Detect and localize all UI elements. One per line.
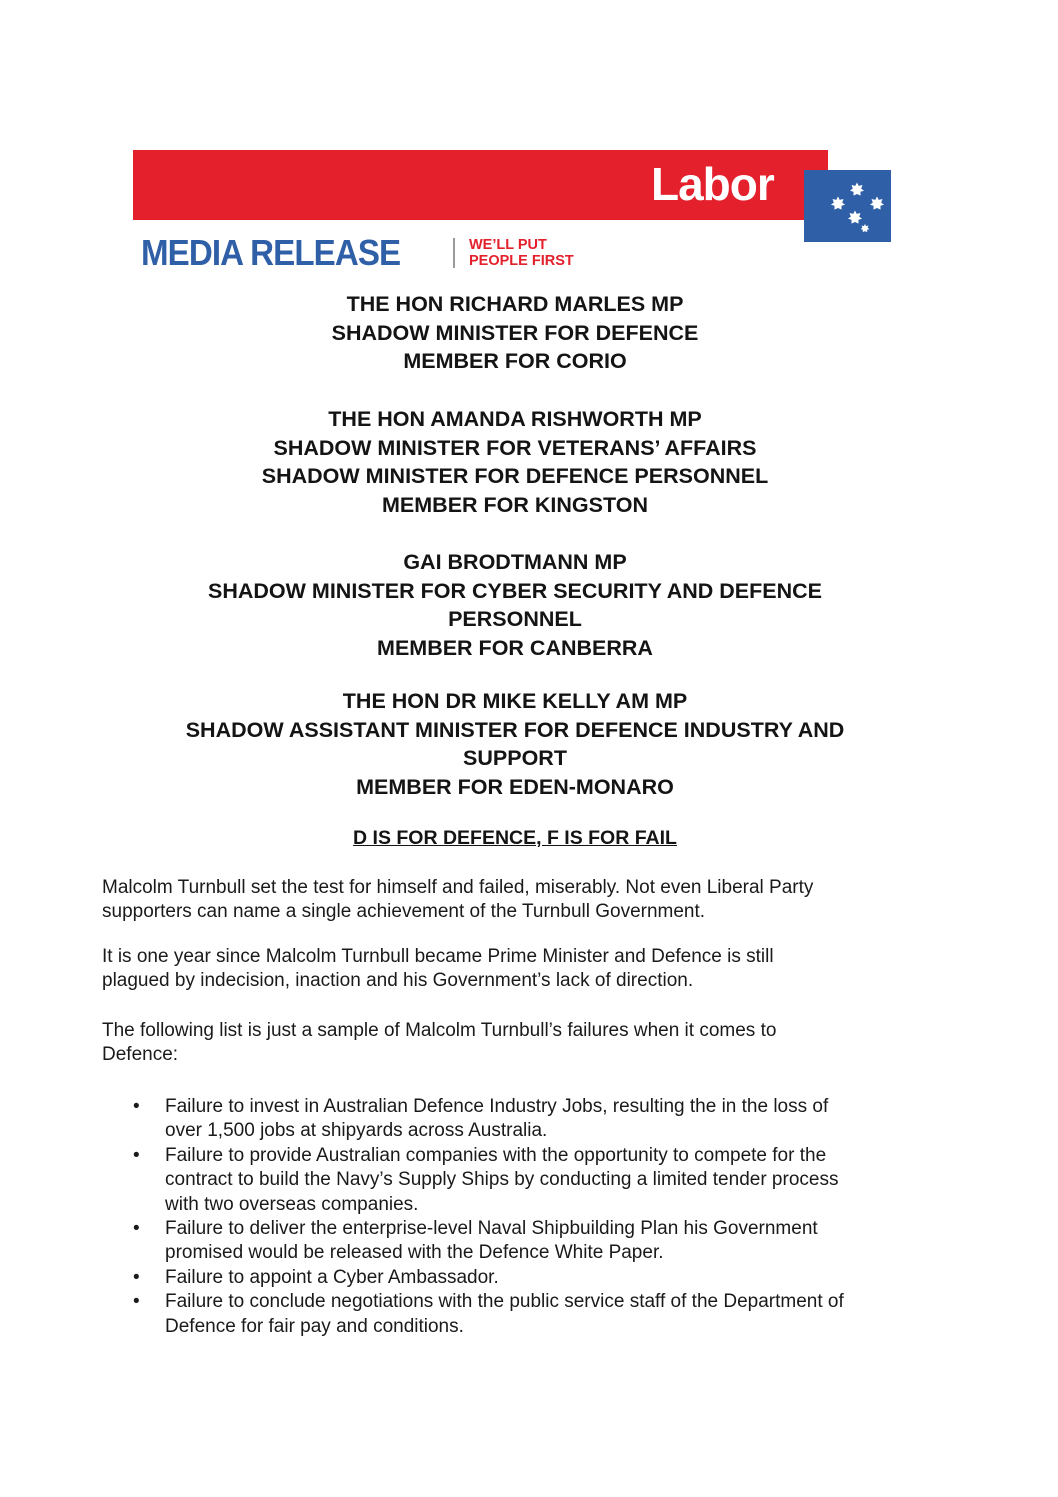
list-item	[133, 1266, 963, 1290]
member-portfolio: PERSONNEL	[448, 607, 582, 632]
paragraph-line: The following list is just a sample of Malcolm Turnbull’s failures when it comes to	[102, 1020, 777, 1041]
list-item-line: with two overseas companies.	[165, 1193, 419, 1215]
list-item	[133, 1217, 963, 1266]
media-release-title: MEDIA RELEASE	[141, 232, 401, 273]
member-electorate: MEMBER FOR CORIO	[403, 349, 627, 374]
paragraph-line: supporters can name a single achievement of the Turnbull Government.	[102, 901, 706, 923]
southern-cross-stars-icon	[804, 170, 891, 242]
bullet-icon: •	[133, 1096, 140, 1117]
list-item-line: over 1,500 jobs at shipyards across Australia.	[165, 1120, 548, 1142]
paragraph-line: It is one year since Malcolm Turnbull became Prime Minister and Defence is still	[102, 946, 774, 967]
paragraph-1	[102, 876, 932, 925]
list-item-line: Failure to deliver the enterprise-level Naval Shipbuilding Plan his Government	[165, 1218, 818, 1240]
slogan	[469, 237, 574, 269]
member-block-marles	[100, 290, 930, 376]
failures-list	[133, 1095, 963, 1339]
member-electorate: MEMBER FOR CANBERRA	[377, 635, 653, 660]
member-block-brodtmann	[100, 548, 930, 662]
list-item-line: Failure to appoint a Cyber Ambassador.	[165, 1266, 499, 1288]
list-item-line: Failure to provide Australian companies with the opportunity to compete for the	[165, 1144, 827, 1166]
bullet-icon: •	[133, 1266, 140, 1288]
member-portfolio: SHADOW MINISTER FOR VETERANS’ AFFAIRS	[273, 435, 757, 460]
member-portfolio: SHADOW ASSISTANT MINISTER FOR DEFENCE INDUSTRY AND	[185, 717, 845, 742]
list-item-line: Defence for fair pay and conditions.	[165, 1315, 464, 1337]
banner-divider	[453, 238, 455, 268]
bullet-icon: •	[133, 1291, 140, 1313]
member-portfolio: SHADOW MINISTER FOR DEFENCE PERSONNEL	[261, 464, 769, 489]
member-block-rishworth	[100, 405, 930, 519]
media-release-banner	[133, 150, 891, 274]
member-electorate: MEMBER FOR EDEN-MONARO	[356, 774, 674, 799]
slogan-line-2: PEOPLE FIRST	[469, 253, 574, 269]
member-name: THE HON AMANDA RISHWORTH MP	[328, 407, 702, 431]
release-headline: D IS FOR DEFENCE, F IS FOR FAIL	[353, 827, 677, 849]
member-portfolio: SHADOW MINISTER FOR CYBER SECURITY AND DEFENCE	[208, 578, 822, 603]
slogan-line-1: WE’LL PUT	[469, 237, 547, 253]
list-item	[133, 1095, 963, 1144]
member-block-kelly	[100, 687, 930, 801]
member-electorate: MEMBER FOR KINGSTON	[382, 492, 648, 517]
bullet-icon: •	[133, 1218, 140, 1240]
paragraph-line: Defence:	[102, 1044, 179, 1066]
member-name: THE HON DR MIKE KELLY AM MP	[342, 689, 688, 713]
labor-logo-text: Labor	[651, 158, 774, 210]
list-item-line: Failure to conclude negotiations with the public service staff of the Department of	[165, 1291, 844, 1313]
member-portfolio: SUPPORT	[463, 746, 567, 771]
member-portfolio: SHADOW MINISTER FOR DEFENCE	[331, 320, 699, 345]
list-item	[133, 1144, 963, 1217]
paragraph-line: Malcolm Turnbull set the test for himself and failed, miserably. Not even Liberal Party	[102, 877, 814, 898]
paragraph-3	[102, 1019, 932, 1068]
member-name: THE HON RICHARD MARLES MP	[346, 292, 684, 316]
paragraph-2	[102, 945, 932, 994]
member-name: GAI BRODTMANN MP	[403, 550, 627, 574]
paragraph-line: plagued by indecision, inaction and his Government’s lack of direction.	[102, 970, 694, 992]
list-item-line: promised would be released with the Defence White Paper.	[165, 1242, 664, 1264]
list-item-line: contract to build the Navy’s Supply Ships by conducting a limited tender process	[165, 1169, 839, 1191]
list-item	[133, 1290, 963, 1339]
bullet-icon: •	[133, 1144, 140, 1166]
list-item-line: Failure to invest in Australian Defence Industry Jobs, resulting the in the loss of	[165, 1096, 829, 1117]
